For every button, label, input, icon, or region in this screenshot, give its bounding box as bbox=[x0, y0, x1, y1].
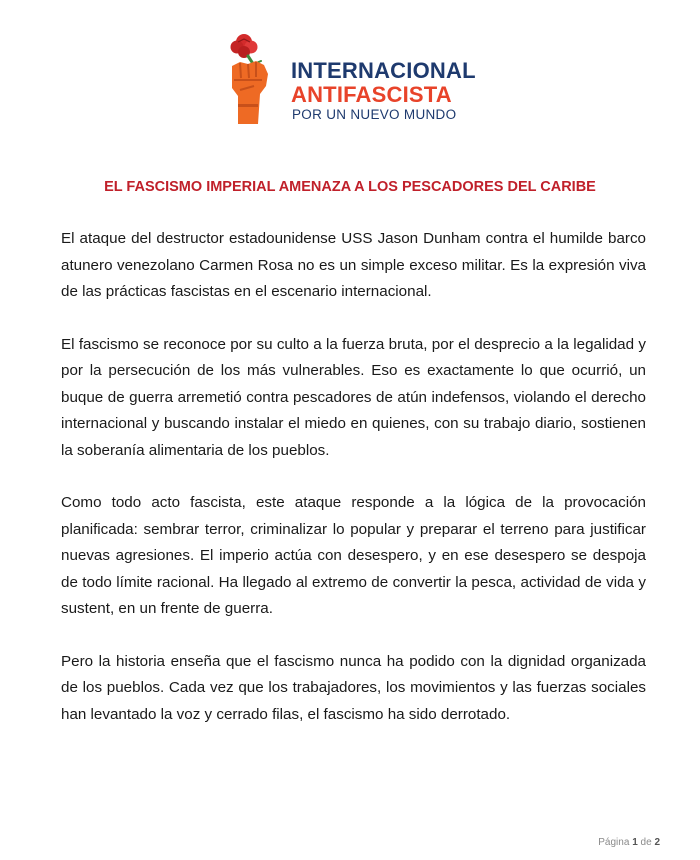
paragraph-3: Como todo acto fascista, este ataque responde a la lógica de la provocación planificada: sembrar terror, criminalizar lo popular y preparar el terreno para justificar nuevas agresiones. El imperio actúa con desespero, y en ese desespero se despoja de todo límite racional. Ha llegado al extremo de convertir la pesca, actividad de vida y sustent, en un frente de guerra. bbox=[61, 494, 646, 617]
paragraph-1: El ataque del destructor estadounidense USS Jason Dunham contra el humilde barco atunero venezolano Carmen Rosa no es un simple exceso militar. Es la expresión viva de las prácticas fascistas en el escenario internacional. bbox=[61, 230, 646, 300]
logo-line-internacional: INTERNACIONAL bbox=[291, 58, 476, 83]
document-body bbox=[61, 226, 646, 754]
of-label: de bbox=[640, 837, 652, 848]
logo-tagline: POR UN NUEVO MUNDO bbox=[292, 107, 457, 122]
logo bbox=[218, 30, 488, 130]
logo-line-antifascista: ANTIFASCISTA bbox=[291, 82, 452, 107]
document-title: EL FASCISMO IMPERIAL AMENAZA A LOS PESCADORES DEL CARIBE bbox=[104, 179, 596, 195]
total-pages: 2 bbox=[654, 837, 660, 848]
current-page: 1 bbox=[632, 837, 638, 848]
paragraph-4: Pero la historia enseña que el fascismo nunca ha podido con la dignidad organizada de los pueblos. Cada vez que los trabajadores, los movimientos y las fuerzas sociales han levantado la voz y cerrado filas, el fascismo ha sido derrotado. bbox=[61, 652, 646, 723]
raised-fist-carnation-icon bbox=[218, 30, 282, 128]
paragraph-2: El fascismo se reconoce por su culto a la fuerza bruta, por el desprecio a la legalidad y por la persecución de los más vulnerables. Eso es exactamente lo que ocurrió, un buque de guerra arremetió contra pescadores de atún indefensos, violando el derecho internacional y buscando instalar el miedo en quienes, con su trabajo diario, sostienen la soberanía alimentaria de los pueblos. bbox=[61, 335, 646, 459]
page-number bbox=[598, 837, 660, 848]
page-label: Página bbox=[598, 837, 630, 848]
